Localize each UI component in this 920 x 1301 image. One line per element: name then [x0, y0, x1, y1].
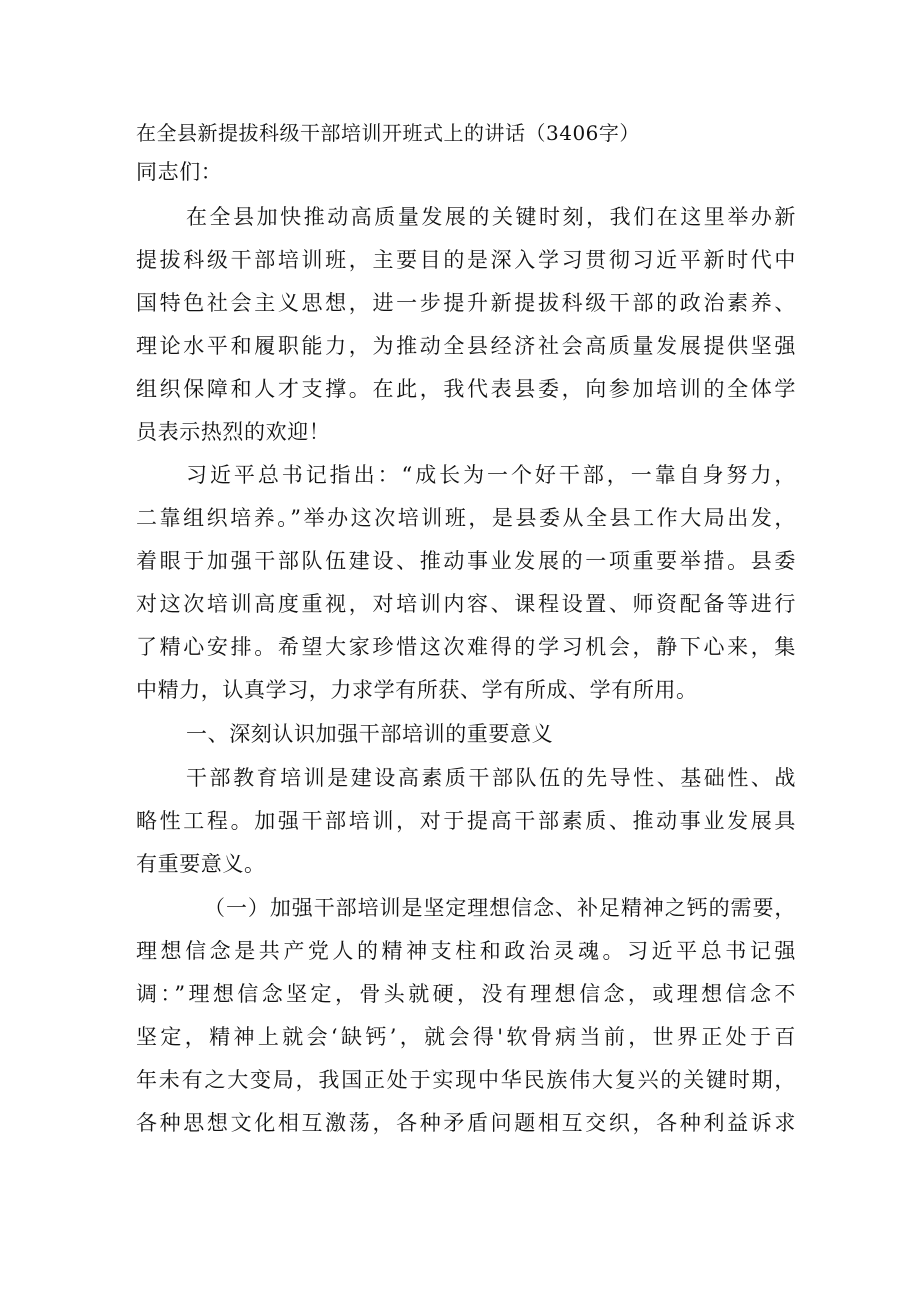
paragraph-3-line-1: 干部教育培训是建设高素质干部队伍的先导性、基础性、战: [186, 766, 796, 790]
paragraph-3-line-2: 略性工程。加强干部培训，对于提高干部素质、推动事业发展具: [136, 809, 796, 833]
document-title: 在全县新提拔科级干部培训开班式上的讲话（3406字）: [136, 121, 640, 145]
section-heading-1: 一、深刻认识加强干部培训的重要意义: [186, 722, 554, 746]
paragraph-1-line-4: 理论水平和履职能力，为推动全县经济社会高质量发展提供坚强: [136, 334, 796, 358]
paragraph-1-line-1: 在全县加快推动高质量发展的关键时刻，我们在这里举办新: [186, 205, 796, 229]
paragraph-2-line-1: 习近平总书记指出：“成长为一个好干部，一靠自身努力，: [186, 463, 796, 487]
paragraph-1-line-6: 员表示热烈的欢迎！: [136, 420, 331, 444]
paragraph-4-line-3: 调：”理想信念坚定，骨头就硬，没有理想信念，或理想信念不: [136, 982, 796, 1006]
paragraph-4-line-1: （一）加强干部培训是坚定理想信念、补足精神之钙的需要，: [204, 896, 796, 920]
paragraph-2-line-6: 中精力，认真学习，力求学有所获、学有所成、学有所用。: [136, 678, 698, 702]
paragraph-2-line-3: 着眼于加强干部队伍建设、推动事业发展的一项重要举措。县委: [136, 549, 796, 573]
paragraph-4-line-6: 各种思想文化相互激荡，各种矛盾问题相互交织，各种利益诉求: [136, 1111, 796, 1135]
paragraph-4-line-2: 理想信念是共产党人的精神支柱和政治灵魂。习近平总书记强: [136, 939, 796, 963]
paragraph-1-line-5: 组织保障和人才支撑。在此，我代表县委，向参加培训的全体学: [136, 377, 796, 401]
salutation: 同志们：: [136, 160, 223, 184]
paragraph-2-line-4: 对这次培训高度重视，对培训内容、课程设置、师资配备等进行: [136, 592, 796, 616]
paragraph-2-line-5: 了精心安排。希望大家珍惜这次难得的学习机会，静下心来，集: [136, 635, 796, 659]
paragraph-1-line-2: 提拔科级干部培训班，主要目的是深入学习贯彻习近平新时代中: [136, 248, 796, 272]
paragraph-3-line-3: 有重要意义。: [136, 852, 266, 876]
paragraph-1-line-3: 国特色社会主义思想，进一步提升新提拔科级干部的政治素养、: [136, 291, 796, 315]
paragraph-4-line-5: 年未有之大变局，我国正处于实现中华民族伟大复兴的关键时期，: [136, 1068, 796, 1092]
paragraph-4-line-4: 坚定，精神上就会‘缺钙’，就会得'软骨病当前，世界正处于百: [136, 1025, 796, 1049]
paragraph-2-line-2: 二靠组织培养。”举办这次培训班，是县委从全县工作大局出发，: [136, 506, 796, 530]
